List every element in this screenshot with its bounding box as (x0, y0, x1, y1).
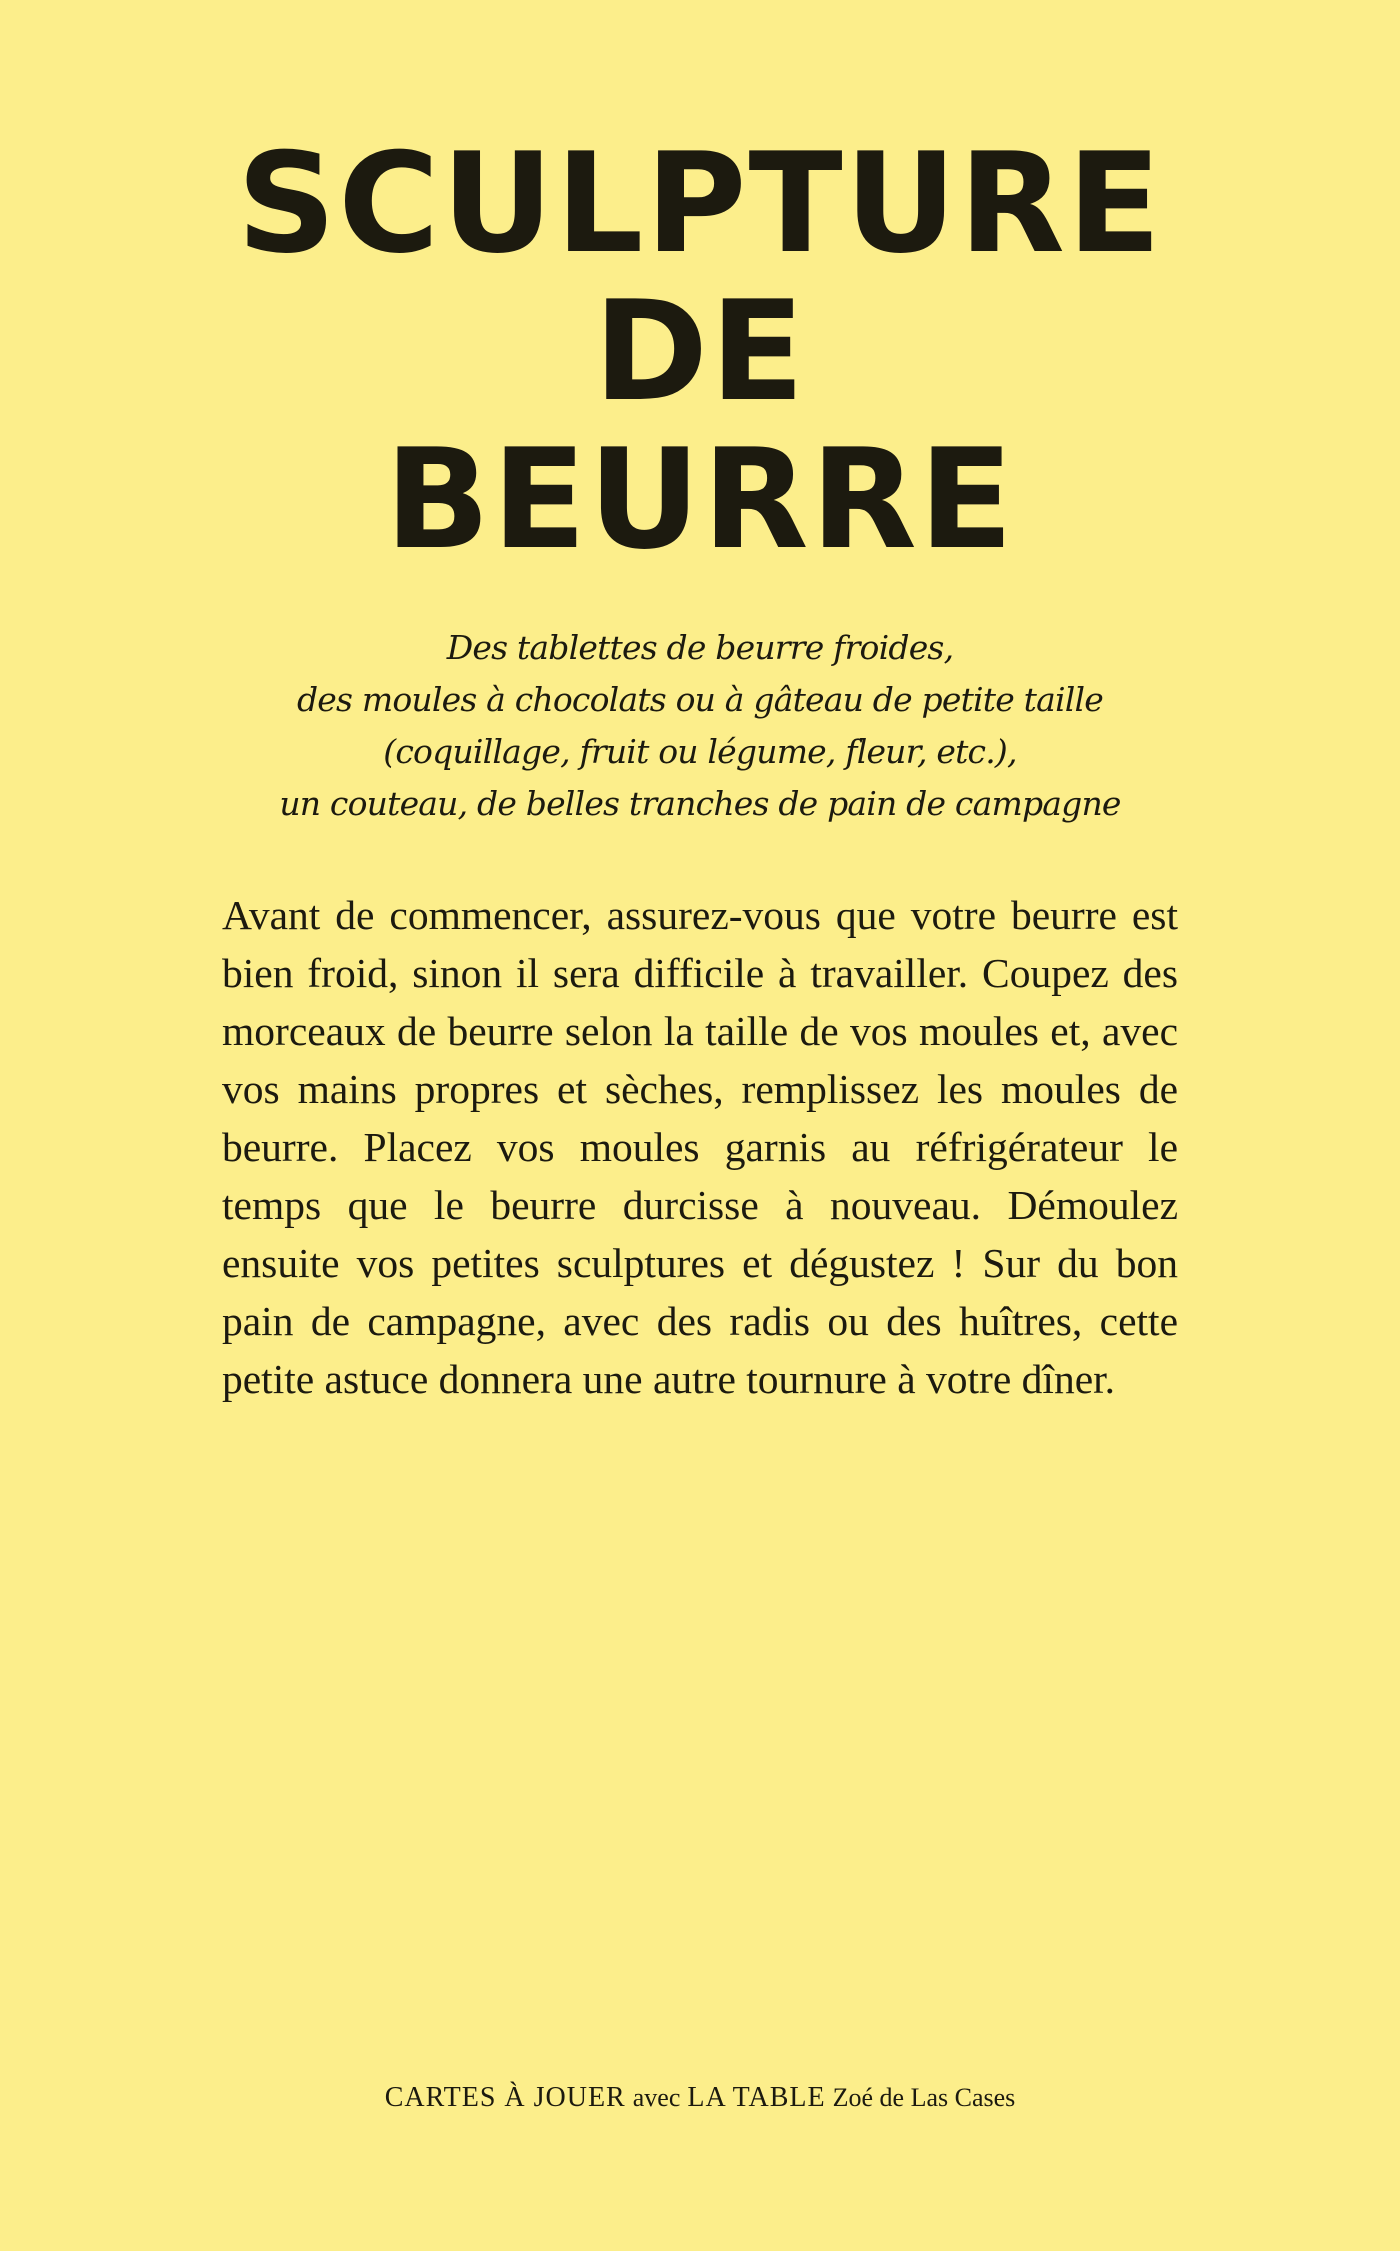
ingredient-line: des moules à chocolats ou à gâteau de petite taille (296, 680, 1104, 719)
instructions-paragraph: Avant de commencer, assurez-vous que votre beurre est bien froid, sinon il sera difficile à travailler. Coupez des morceaux de beurre selon la taille de vos moules et, avec vos mains propres et sèches, remplissez les moules de beurre. Placez vos moules garnis au réfrigérateur le temps que le beurre durcisse à nouveau. Démoulez ensuite vos petites sculptures et dégustez ! Sur du bon pain de campagne, avec des radis ou des huîtres, cette petite astuce donnera une autre tournure à votre dîner. (222, 892, 1178, 1402)
footer-series: CARTES À JOUER (384, 2082, 626, 2113)
title-line-2: DE (593, 271, 807, 432)
footer-publication: LA TABLE (687, 2082, 826, 2113)
ingredient-line: Des tablettes de beurre froides, (446, 628, 954, 667)
ingredients-list (0, 622, 1400, 830)
footer-author: Zoé de Las Cases (832, 2083, 1016, 2112)
page-title (0, 123, 1400, 580)
footer-credit (0, 2080, 1400, 2116)
ingredient-line: un couteau, de belles tranches de pain de campagne (279, 784, 1121, 823)
footer-with: avec (632, 2083, 681, 2112)
title-line-3: BEURRE (384, 419, 1016, 580)
ingredient-line: (coquillage, fruit ou légume, fleur, etc.), (383, 732, 1017, 771)
title-line-1: SCULPTURE (236, 123, 1164, 284)
